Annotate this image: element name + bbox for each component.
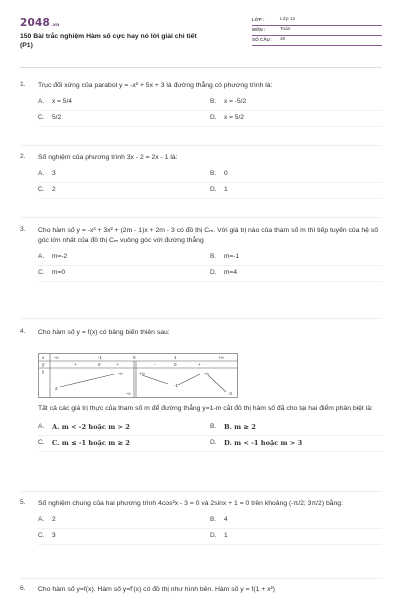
sign: + [198, 362, 201, 367]
option-d[interactable]: D. m=4 [210, 268, 238, 276]
option-a[interactable]: A. 2 [38, 515, 56, 523]
class-label: LỚP : [252, 17, 265, 23]
header-divider [20, 67, 382, 68]
options [38, 513, 382, 545]
sign: 0 [174, 362, 177, 367]
option-b[interactable]: B. 0 [210, 169, 228, 177]
question-number: 4. [20, 328, 26, 335]
meta-class [252, 16, 382, 26]
meta-box [252, 16, 382, 46]
question-text: Cho hàm số y=f(x). Hàm số y=f'(x) có đồ thị như hình bên. Hàm số y = f(1 + x²) [38, 586, 276, 593]
page-header [20, 16, 382, 60]
divider [20, 318, 382, 319]
question-1 [20, 81, 382, 127]
divider [20, 578, 382, 579]
option-d[interactable]: D. x = 5/2 [210, 113, 244, 121]
question-5 [20, 499, 382, 545]
option-a[interactable]: A. m=-2 [38, 252, 68, 260]
meta-count [252, 36, 382, 46]
option-b[interactable]: B. x = -5/2 [210, 97, 247, 105]
option-d[interactable]: D. 1 [210, 185, 228, 193]
sign: + [74, 362, 77, 367]
y-value: -2 [228, 391, 233, 396]
option-a[interactable]: A. A. m < -2 hoặc m > 2 [38, 422, 130, 431]
class-value: Lớp 12 [280, 17, 296, 23]
y-value: -∞ [204, 371, 209, 376]
row-label-x: x [42, 355, 45, 360]
option-a[interactable]: A. 3 [38, 169, 56, 177]
option-b[interactable]: B. m=-1 [210, 252, 240, 260]
x-value: 0 [133, 355, 136, 360]
sign: 0 [98, 362, 101, 367]
question-2 [20, 153, 382, 199]
question-text: Số nghiệm chung của hai phương trình 4cos²x - 3 = 0 và 2sinx + 1 = 0 trên khoảng (-π/2; 3π/2) bằng: [38, 500, 343, 507]
option-d[interactable]: D. D. m < -1 hoặc m > 3 [210, 438, 303, 447]
option-b[interactable]: B. B. m ≥ 2 [210, 422, 256, 431]
option-a[interactable]: A. x = 5/4 [38, 97, 72, 105]
question-text: Trục đối xứng của parabol y = -x² + 5x + 3 là đường thẳng có phương trình là: [38, 82, 273, 89]
question-3 [20, 226, 382, 282]
sign: - [154, 362, 156, 367]
option-c[interactable]: C. C. m ≤ -1 hoặc m ≥ 2 [38, 438, 130, 447]
y-value: -1 [174, 383, 179, 388]
question-text: Số nghiệm của phương trình 3x - 2 = 2x - 1 là: [38, 154, 178, 161]
options [38, 95, 382, 127]
question-6 [20, 585, 382, 595]
question-4 [20, 328, 382, 338]
row-label-yprime: y' [42, 362, 46, 367]
variation-arrows [60, 374, 226, 392]
y-value: 2 [55, 386, 58, 391]
divider [20, 491, 382, 492]
divider [20, 217, 382, 218]
options [38, 420, 382, 452]
question-number: 6. [20, 585, 26, 592]
brand-name: 2048 [20, 17, 51, 29]
brand-suffix: .vn [51, 23, 60, 28]
title-line-1: 150 Bài trắc nghiệm Hàm số cực hay nó lời giải chi tiết [20, 33, 197, 41]
x-value: -∞ [54, 355, 59, 360]
subject-label: MÔN : [252, 27, 266, 33]
option-d[interactable]: D. 1 [210, 531, 228, 539]
question-text: Tất cả các giá trị thực của tham số m để đường thẳng y=1-m cắt đồ thị hàm số đã cho tại hai điểm phân biệt là: [38, 405, 373, 412]
meta-subject [252, 26, 382, 36]
question-number: 3. [20, 226, 26, 233]
count-value: 30 [280, 37, 286, 43]
y-value: -∞ [126, 391, 131, 396]
divider [20, 145, 382, 146]
y-value: +∞ [139, 371, 145, 376]
options [38, 167, 382, 199]
question-number: 1. [20, 81, 26, 88]
subject-value: Toán [280, 27, 291, 33]
option-c[interactable]: C. 2 [38, 185, 56, 193]
variation-table [38, 353, 238, 398]
options [38, 250, 382, 282]
sign: + [116, 362, 119, 367]
option-c[interactable]: C. 5/2 [38, 113, 62, 121]
question-text: Cho hàm số y = f(x) có bảng biến thiên sau: [38, 329, 170, 336]
option-c[interactable]: C. 3 [38, 531, 56, 539]
x-value: +∞ [218, 355, 224, 360]
x-value: 1 [174, 355, 177, 360]
question-text: Cho hàm số y = -x³ + 3x² + (2m - 1)x + 2m - 3 có đồ thị Cₘ. Với giá trị nào của tham số m thì tiếp tuyến của hệ số góc lớn nhất của đồ thị Cₘ vuông góc với đường thẳng [38, 227, 378, 244]
option-b[interactable]: B. 4 [210, 515, 228, 523]
question-4-continued [20, 404, 382, 452]
x-value: -1 [98, 355, 103, 360]
row-label-y: y [42, 369, 45, 374]
question-number: 5. [20, 499, 26, 506]
question-number: 2. [20, 153, 26, 160]
option-c[interactable]: C. m=0 [38, 268, 66, 276]
y-value: -∞ [118, 371, 123, 376]
title-line-2: (P1) [20, 42, 33, 49]
count-label: SỐ CÂU : [252, 37, 273, 43]
